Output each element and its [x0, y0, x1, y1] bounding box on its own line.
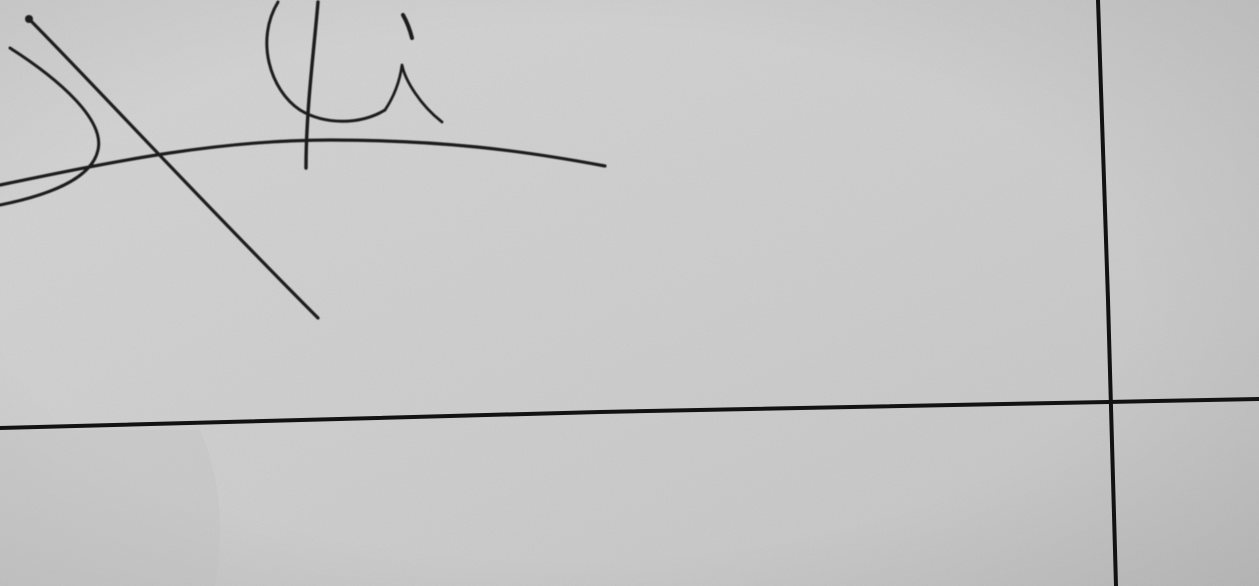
signature-pen-start: [25, 15, 33, 23]
paper-fold-shadow: [0, 430, 220, 586]
